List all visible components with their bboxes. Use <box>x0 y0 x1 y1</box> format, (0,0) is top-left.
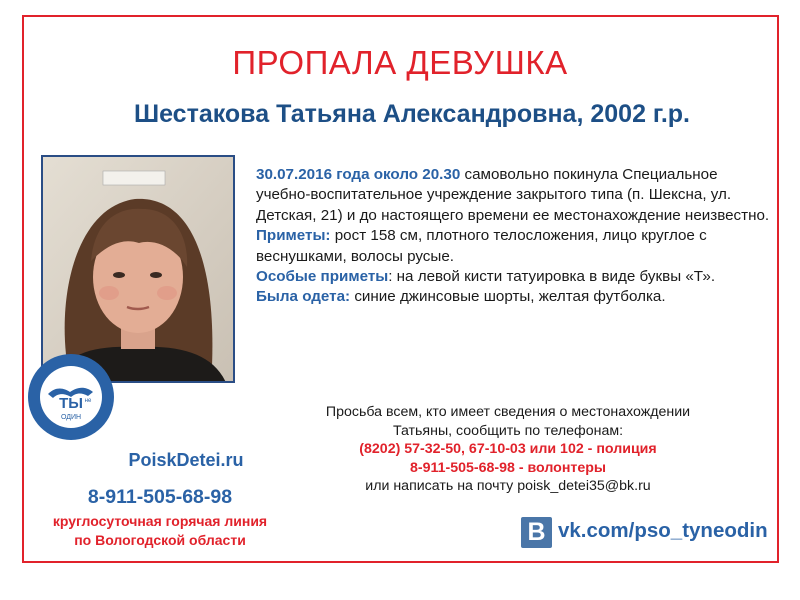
clothes-text: синие джинсовые шорты, желтая футболка. <box>350 288 666 306</box>
description-block <box>256 165 776 308</box>
vk-link[interactable]: vk.com/pso_tyneodin <box>558 519 768 542</box>
missing-person-name: Шестакова Татьяна Александровна, 2002 г.р. <box>133 100 690 128</box>
hotline-caption <box>40 512 280 550</box>
organization-logo <box>26 352 116 442</box>
email-line[interactable]: или написать на почту poisk_detei35@bk.ru <box>365 478 651 495</box>
appeal-block <box>300 403 716 496</box>
clothes-label: Была одета: <box>256 288 351 306</box>
disappearance-date: 30.07.2016 года около 20.30 <box>256 166 461 183</box>
hotline-phone[interactable]: 8-911-505-68-98 <box>87 486 233 508</box>
features-text: рост 158 см, плотного телосложения, лицо круглое с веснушками, волосы русые. <box>256 227 707 265</box>
features-label: Приметы: <box>256 227 331 245</box>
website-link[interactable]: PoiskDetei.ru <box>128 450 244 470</box>
hotline-caption-line-2: по Вологодской области <box>74 532 246 548</box>
appeal-line-1: Просьба всем, кто имеет сведения о местонахождении <box>325 404 691 420</box>
special-features-label: Особые приметы <box>256 268 389 286</box>
missing-person-photo <box>41 155 235 383</box>
poster-title: ПРОПАЛА ДЕВУШКА <box>232 44 568 81</box>
logo-small-text-2: ОДИН <box>60 414 82 421</box>
hotline-caption-line-1: круглосуточная горячая линия <box>52 513 268 529</box>
disappearance-circumstances: самовольно покинула Специальное учебно-воспитательное учреждение закрытого типа (п. Шексна, ул. Детская, 21) и до настоящего времени ее местонахождение неизвестно. <box>256 166 770 224</box>
police-phones[interactable]: (8202) 57-32-50, 67-10-03 или 102 - полиция <box>359 441 657 458</box>
logo-small-text-1: не <box>84 398 92 404</box>
appeal-line-2: Татьяны, сообщить по телефонам: <box>392 422 624 439</box>
special-features-text: : на левой кисти татуировка в виде буквы «Т». <box>388 268 716 286</box>
volunteer-phone[interactable]: 8-911-505-68-98 - волонтеры <box>409 459 607 476</box>
logo-main-text: ТЫ <box>59 395 83 412</box>
vk-icon[interactable]: В <box>521 517 552 548</box>
